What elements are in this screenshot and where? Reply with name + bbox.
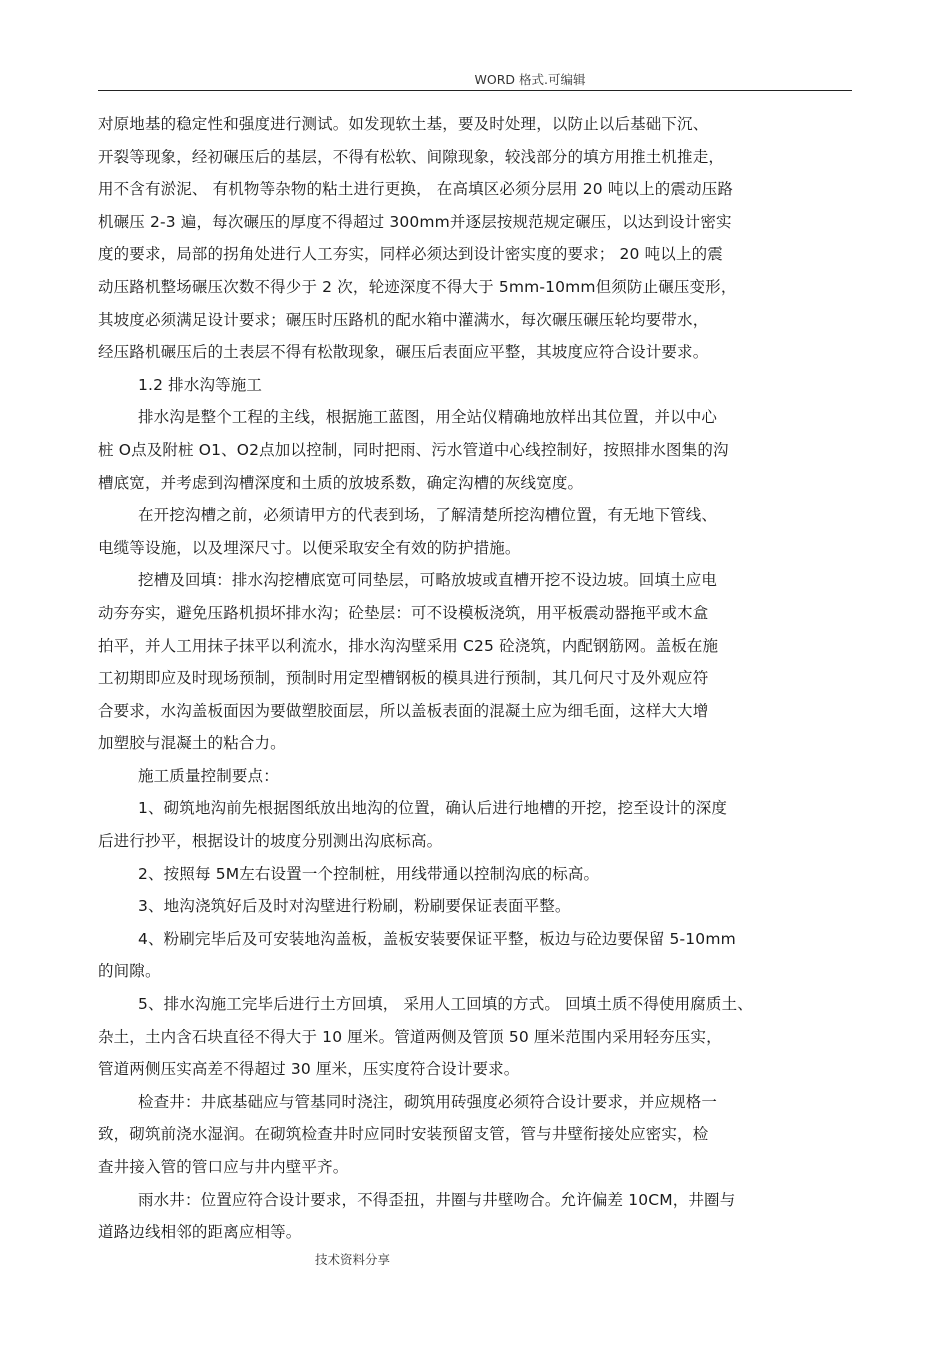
text-line: 检查井：井底基础应与管基同时浇注，砌筑用砖强度必须符合设计要求，并应规格一 [138, 1092, 718, 1111]
header-rule [98, 90, 852, 91]
text-line: 的间隙。 [98, 962, 161, 981]
text-line: 其坡度必须满足设计要求；碾压时压路机的配水箱中灌满水，每次碾压碾压轮均要带水， [98, 310, 709, 329]
text-line: 后进行抄平，根据设计的坡度分别测出沟底标高。 [98, 832, 443, 851]
text-line: 挖槽及回填：排水沟挖槽底宽可同垫层，可略放坡或直槽开挖不设边坡。回填土应电 [138, 571, 718, 590]
text-line: 在开挖沟槽之前，必须请甲方的代表到场，了解清楚所挖沟槽位置，有无地下管线、 [138, 506, 718, 525]
text-line: 致，砌筑前浇水湿润。在砌筑检查井时应同时安装预留支管，管与井壁衔接处应密实，检 [98, 1125, 709, 1144]
document-body [98, 108, 868, 1249]
text-line: 杂土，土内含石块直径不得大于 10 厘米。管道两侧及管顶 50 厘米范围内采用轻夯压实， [98, 1027, 722, 1046]
section-heading: 1.2 排水沟等施工 [138, 375, 263, 394]
text-line: 合要求，水沟盖板面因为要做塑胶面层，所以盖板表面的混凝土应为细毛面，这样大大增 [98, 701, 709, 720]
text-line: 对原地基的稳定性和强度进行测试。如发现软土基，要及时处理，以防止以后基础下沉、 [98, 115, 709, 133]
text-line: 排水沟是整个工程的主线，根据施工蓝图，用全站仪精确地放样出其位置，并以中心 [138, 408, 718, 427]
text-line: 用不含有淤泥、 有机物等杂物的粘土进行更换， 在高填区必须分层用 20 吨以上的震动压路 [98, 180, 734, 199]
text-line: 动压路机整场碾压次数不得少于 2 次，轮迹深度不得大于 5mm-10mm但须防止碾压变形， [98, 277, 737, 296]
text-line: 加塑胶与混凝土的粘合力。 [98, 734, 286, 753]
list-item: 5、排水沟施工完毕后进行土方回填， 采用人工回填的方式。 回填土质不得使用腐质土、 [138, 995, 753, 1014]
list-item: 1、砌筑地沟前先根据图纸放出地沟的位置，确认后进行地槽的开挖，挖至设计的深度 [138, 799, 728, 818]
text-line: 槽底宽，并考虑到沟槽深度和土质的放坡系数，确定沟槽的灰线宽度。 [98, 473, 584, 492]
text-line: 机碾压 2-3 遍，每次碾压的厚度不得超过 300mm并逐层按规范规定碾压，以达到设计密实 [98, 212, 732, 231]
text-line: 查井接入管的管口应与井内壁平齐。 [98, 1158, 349, 1176]
text-line: 拍平，并人工用抹子抹平以利流水，排水沟沟壁采用 C25 砼浇筑，内配钢筋网。盖板在施 [98, 636, 719, 655]
text-line: 经压路机碾压后的土表层不得有松散现象，碾压后表面应平整，其坡度应符合设计要求。 [98, 343, 709, 362]
page-header: WORD 格式.可编辑 [474, 72, 586, 87]
text-line: 动夯夯实，避免压路机损坏排水沟；砼垫层：可不设模板浇筑，用平板震动器拖平或木盒 [98, 603, 709, 622]
text-line: 度的要求，局部的拐角处进行人工夯实，同样必须达到设计密实度的要求； 20 吨以上的震 [98, 245, 723, 264]
list-item: 2、按照每 5M左右设置一个控制桩，用线带通以控制沟底的标高。 [138, 864, 600, 883]
list-item: 3、地沟浇筑好后及时对沟壁进行粉刷，粉刷要保证表面平整。 [138, 897, 571, 916]
text-line: 开裂等现象，经初碾压后的基层，不得有松软、间隙现象，较浅部分的填方用推土机推走， [98, 147, 725, 166]
text-line: 桩 O点及附桩 O1、O2点加以控制，同时把雨、污水管道中心线控制好，按照排水图集的沟 [98, 440, 729, 459]
subheading: 施工质量控制要点： [138, 766, 279, 785]
text-line: 管道两侧压实高差不得超过 30 厘米，压实度符合设计要求。 [98, 1060, 520, 1079]
text-line: 道路边线相邻的距离应相等。 [98, 1223, 302, 1242]
text-line: 雨水井：位置应符合设计要求，不得歪扭，井圈与井壁吻合。允许偏差 10CM，井圈与 [138, 1190, 736, 1209]
list-item: 4、粉刷完毕后及可安装地沟盖板，盖板安装要保证平整，板边与砼边要保留 5-10mm [138, 929, 736, 948]
text-line: 工初期即应及时现场预制，预制时用定型槽钢板的模具进行预制，其几何尺寸及外观应符 [98, 669, 709, 688]
text-line: 电缆等设施，以及埋深尺寸。以便采取安全有效的防护措施。 [98, 538, 521, 557]
page-footer: 技术资料分享 [315, 1252, 391, 1267]
